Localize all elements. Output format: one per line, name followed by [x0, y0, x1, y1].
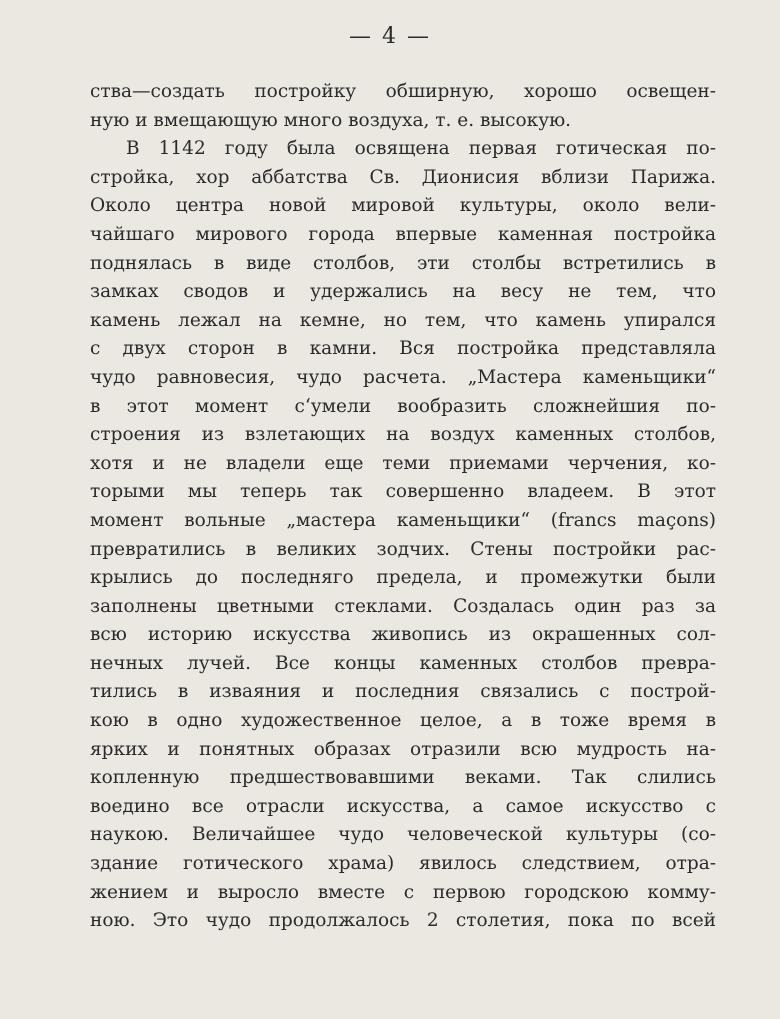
text-line: Около центра новой мировой культуры, около вели- — [90, 195, 716, 217]
text-line: заполнены цветными стеклами. Создалась один раз за — [90, 595, 716, 617]
text-line: чайшаго мирового города впервые каменная постройка — [90, 223, 716, 245]
text-line: жением и выросло вместе с первою городскою комму- — [90, 881, 716, 903]
text-line: торыми мы теперь так совершенно владеем. В этот — [90, 481, 716, 503]
text-line: момент вольные „мастера каменьщики“ (francs maçons) — [90, 509, 716, 531]
text-line: копленную предшествовавшими веками. Так слились — [90, 767, 716, 789]
text-line: превратились в великих зодчих. Стены постройки рас- — [90, 538, 716, 560]
text-line: в этот момент с‘умели вообразить сложнейшия по- — [90, 395, 716, 417]
text-line: чудо равновесия, чудо расчета. „Мастера каменьщики“ — [90, 366, 716, 388]
text-line: В 1142 году была освящена первая готическая по- — [126, 138, 716, 160]
text-line: тились в изваяния и последния связались с построй- — [90, 681, 716, 703]
text-line: камень лежал на кемне, но тем, что камень упирался — [90, 309, 716, 331]
text-line: ства—создать постройку обширную, хорошо освещен- — [90, 81, 716, 102]
page-number: — 4 — — [349, 24, 431, 49]
body-text — [90, 78, 716, 936]
text-line: крылись до последняго предела, и промежутки были — [90, 567, 716, 589]
text-line: поднялась в виде столбов, эти столбы встретились в — [90, 252, 716, 274]
text-line: стройка, хор аббатства Св. Дионисия вблизи Парижа. — [90, 166, 716, 188]
text-line: строения из взлетающих на воздух каменных столбов, — [90, 424, 716, 446]
text-line: кою в одно художественное целое, а в тоже время в — [90, 710, 716, 732]
text-line: с двух сторон в камни. Вся постройка представляла — [90, 338, 716, 360]
text-line: воедино все отрасли искусства, а самое искусство с — [90, 795, 716, 817]
text-line: замках сводов и удержались на весу не тем, что — [90, 281, 716, 303]
text-line: наукою. Величайшее чудо человеческой культуры (со- — [90, 824, 716, 846]
text-line: ною. Это чудо продолжалось 2 столетия, пока по всей — [90, 910, 716, 932]
text-line: ную и вмещающую много воздуха, т. е. высокую. — [90, 109, 572, 131]
text-line: нечных лучей. Все концы каменных столбов превра- — [90, 652, 716, 674]
text-line: ярких и понятных образах отразили всю мудрость на- — [90, 738, 716, 760]
text-line: здание готического храма) явилось следствием, отра- — [90, 853, 716, 875]
text-line: хотя и не владели еще теми приемами черчения, ко- — [90, 452, 716, 474]
text-line: всю историю искусства живопись из окрашенных сол- — [90, 624, 716, 646]
